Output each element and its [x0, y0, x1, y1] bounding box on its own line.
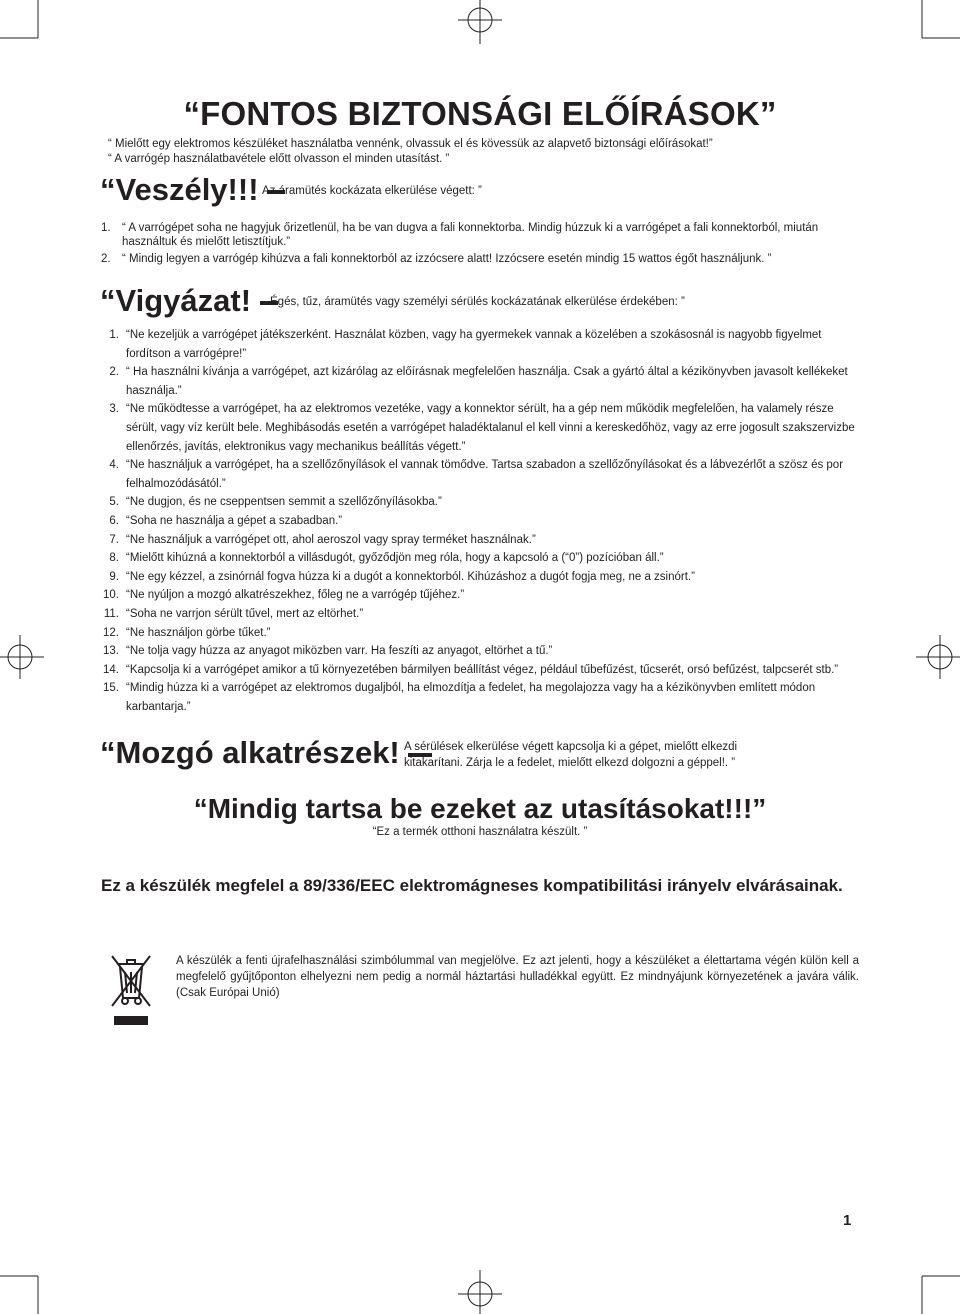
crop-mark-icon [900, 1254, 960, 1314]
list-item: 9. “Ne egy kézzel, a zsinórnál fogva húzza ki a dugót a konnektorból. Kihúzáshoz a dugót fogja meg, ne a zsinórt.” [109, 570, 695, 583]
list-item: 7. “Ne használjuk a varrógépet ott, ahol aeroszol vagy spray terméket használnak.” [109, 533, 536, 546]
list-item: 1. “ A varrógépet soha ne hagyjuk őrizetlenül, ha be van dugva a fali konnektorba. Mindig húzzuk ki a varrógépet a fali konnektorból, miután használtuk és mielőtt letisztítjuk.” [101, 222, 819, 248]
list-item: 11. “Soha ne varrjon sérült tűvel, mert az eltörhet.” [103, 607, 364, 620]
list-item: 8. “Mielőtt kihúzná a konnektorból a villásdugót, győződjön meg róla, hogy a kapcsoló a (“0”) pozícióban áll.” [109, 552, 664, 565]
danger-list [96, 222, 866, 267]
crop-mark-icon [0, 0, 60, 60]
registration-mark-icon [0, 632, 46, 682]
danger-heading: “Veszély!!! [100, 172, 285, 208]
list-item: 15. “Mindig húzza ki a varrógépet az elektromos dugaljból, ha elmozdítja a fedelet, ha megolajozza vagy ha a kézikönyvben említett módon karbantarja.” [103, 682, 816, 713]
list-item: 2. “ Ha használni kívánja a varrógépet, azt kizárólag az előírásnak megfelelően használja. Csak a gyártó által a kézikönyvben javasolt kellékeket használja.” [109, 366, 848, 397]
list-item: 5. “Ne dugjon, és ne cseppentsen semmit a szellőzőnyílásokba.” [109, 496, 442, 509]
list-item: 12. “Ne használjon görbe tűket.” [103, 626, 271, 639]
registration-mark-icon [455, 1268, 505, 1314]
caution-heading: “Vigyázat! [100, 283, 278, 319]
caution-list [96, 326, 866, 716]
final-heading: “Mindig tartsa be ezeket az utasításokat!!!” [193, 793, 767, 824]
crop-mark-icon [900, 0, 960, 60]
list-item: 2. “ Mindig legyen a varrógép kihúzva a fali konnektorból az izzócsere alatt! Izzócsere esetén mindig 15 wattos égőt használjunk. ” [101, 253, 772, 265]
list-item: 13. “Ne tolja vagy húzza az anyagot miközben varr. Ha feszíti az anyagot, eltörhet a tű.” [103, 645, 553, 658]
danger-subtitle: Az áramütés kockázata elkerülése végett: ” [262, 185, 482, 197]
weee-text: A készülék a fenti újrafelhasználási szimbólummal van megjelölve. Ez azt jelenti, hogy a készüléket a élettartama végén külön kell a megfelelő gyűjtőponton elhelyezni nem pedig a normál háztartási hulladékkal együtt. Ez mindnyájunk környezetének a javára válik. (Csak Európai Unió) [176, 955, 859, 999]
final-subtitle: “Ez a termék otthoni használatra készült. ” [372, 826, 588, 838]
moving-parts-text: A sérülések elkerülése végett kapcsolja ki a gépet, mielőtt elkezdi kitakarítani. Zárja le a fedelet, mielőtt elkezd dolgozni a géppel!. ” [404, 741, 738, 769]
page-number: 1 [843, 1212, 852, 1229]
list-item: 4. “Ne használjuk a varrógépet, ha a szellőzőnyílások el vannak tömődve. Tartsa szabadon a szellőzőnyílásokat és a lábvezérlőt a szösz és por felhalmozódásától.” [109, 459, 844, 490]
page-title: “FONTOS BIZTONSÁGI ELŐÍRÁSOK” [183, 95, 777, 132]
intro [108, 137, 713, 167]
weee-bin-icon [108, 950, 154, 1030]
registration-mark-icon [455, 0, 505, 46]
list-item: 6. “Soha ne használja a gépet a szabadban.” [109, 514, 343, 527]
list-item: 1. “Ne kezeljük a varrógépet játékszerként. Használat közben, vagy ha gyermekek vannak a közelében a szokásosnál is nagyobb figyelmet fordítson a varrógépre!” [109, 329, 822, 360]
intro-line: “ Mielőtt egy elektromos készüléket használatba vennénk, olvassuk el és kövessük az alapvető biztonsági előírásokat!” [108, 138, 713, 150]
list-item: 14. “Kapcsolja ki a varrógépet amikor a tű környezetében bármilyen beállítást végez, például tűbefűzést, tűcserét, orsó befűzést, talpcserét stb.” [103, 663, 839, 676]
registration-mark-icon [914, 632, 960, 682]
list-item: 3. “Ne működtesse a varrógépet, ha az elektromos vezetéke, vagy a konnektor sérült, ha a gép nem működik megfelelően, ha valamely része sérült, vagy víz került bele. Meghibásodás esetén a varrógépet haladéktalanul el kell vinni a kereskedőhöz, vagy az erre jogosult szakszervizbe ellenőrzés, javítás, elektronikus vagy mechanikus beállítás végett.” [109, 403, 855, 453]
intro-line: “ A varrógép használatbavétele előtt olvasson el minden utasítást. ” [108, 153, 450, 165]
crop-mark-icon [0, 1254, 60, 1314]
moving-parts-heading: “Mozgó alkatrészek! [100, 735, 432, 771]
list-item: 10. “Ne nyúljon a mozgó alkatrészekhez, főleg ne a varrógép tűjéhez.” [103, 589, 465, 602]
caution-subtitle: Égés, tűz, áramütés vagy személyi sérülés kockázatának elkerülése érdekében: ” [270, 296, 685, 308]
emc-statement: Ez a készülék megfelel a 89/336/EEC elektromágneses kompatibilitási irányelv elvárásainak. [101, 876, 843, 895]
